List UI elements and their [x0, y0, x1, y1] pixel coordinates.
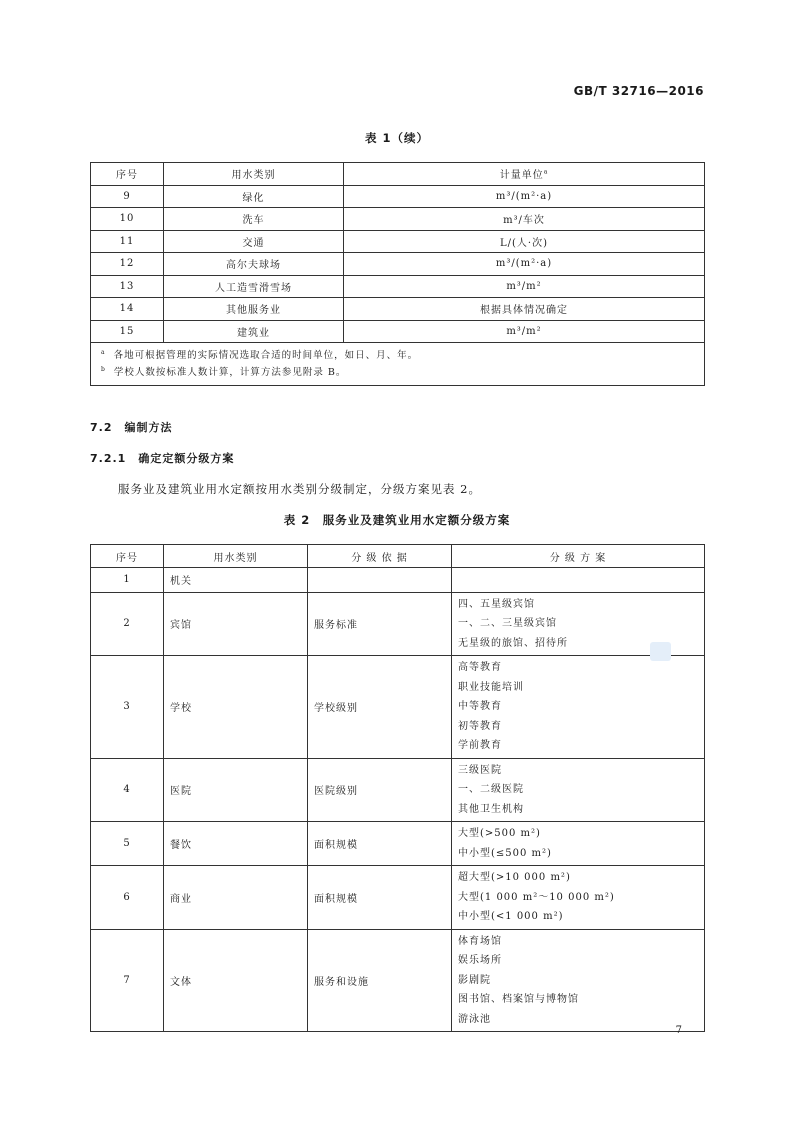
body-paragraph: 服务业及建筑业用水定额按用水类别分级制定，分级方案见表 2。	[118, 482, 481, 496]
table-row	[91, 298, 705, 321]
table-cell-no: 15	[91, 320, 164, 343]
table-cell-cat: 文体	[164, 929, 308, 1032]
table-cell-no: 2	[91, 592, 164, 656]
table-cell-basis: 医院级别	[308, 758, 452, 822]
table-cell-basis	[308, 568, 452, 593]
table-cell-plans	[452, 866, 705, 930]
table-note: $^b$ 学校人数按标准人数计算，计算方法参见附录 B。	[101, 365, 347, 378]
table-cell-no: 13	[91, 275, 164, 298]
plan-item: 一、二、三星级宾馆	[458, 618, 557, 629]
table-cell-plans	[452, 656, 705, 759]
table-cell-basis: 学校级别	[308, 656, 452, 759]
table-row	[91, 866, 705, 930]
table-cell-plans	[452, 568, 705, 593]
plan-item	[458, 570, 698, 590]
table-cell-unit: m³/(m²·a)	[344, 185, 705, 208]
table-cell-unit: L/(人·次)	[344, 230, 705, 253]
table-cell-cat: 绿化	[164, 185, 344, 208]
table-cell-no: 7	[91, 929, 164, 1032]
plan-item: 学前教育	[458, 740, 502, 751]
header-cell: 用水类别	[164, 545, 308, 568]
table-cell-cat: 学校	[164, 656, 308, 759]
plan-item: 职业技能培训	[458, 681, 524, 693]
plan-item: 中小型(≤500 m²)	[458, 847, 552, 859]
table1-header-row	[91, 163, 705, 186]
table-cell-no: 4	[91, 758, 164, 822]
table-cell-cat: 建筑业	[164, 320, 344, 343]
plan-item: 影剧院	[458, 974, 491, 986]
table-cell-basis: 面积规模	[308, 822, 452, 866]
plan-item: 娱乐场所	[458, 955, 502, 966]
table-cell-basis: 服务和设施	[308, 929, 452, 1032]
table-cell-no: 14	[91, 298, 164, 321]
section-heading-7-2: 7.2 编制方法	[90, 421, 173, 434]
table-cell-unit: 根据具体情况确定	[344, 298, 705, 321]
table-cell-plans	[452, 822, 705, 866]
plan-item: 中小型(<1 000 m²)	[458, 911, 564, 922]
header-cell: 分 级 依 据	[308, 545, 452, 568]
header-cell: 计量单位$^a$	[344, 163, 705, 186]
plan-item: 中等教育	[458, 701, 502, 712]
table-row	[91, 208, 705, 231]
table-cell-unit: m³/m²	[344, 320, 705, 343]
table-row	[91, 275, 705, 298]
header-cell: 序号	[91, 163, 164, 186]
plan-item: 游泳池	[458, 1013, 491, 1025]
standard-number: GB/T 32716—2016	[573, 84, 704, 98]
table2	[90, 544, 705, 1032]
header-cell: 用水类别	[164, 163, 344, 186]
table-note: $^a$ 各地可根据管理的实际情况选取合适的时间单位，如日、月、年。	[101, 348, 419, 361]
header-cell: 序号	[91, 545, 164, 568]
table-cell-no: 3	[91, 656, 164, 759]
table-cell-unit: m³/(m²·a)	[344, 253, 705, 276]
table-row	[91, 185, 705, 208]
table-cell-basis: 面积规模	[308, 866, 452, 930]
plan-item: 三级医院	[458, 764, 502, 776]
table-row	[91, 656, 705, 759]
plan-item: 四、五星级宾馆	[458, 598, 535, 610]
plan-item: 高等教育	[458, 662, 502, 673]
table-cell-cat: 洗车	[164, 208, 344, 231]
table1-notes	[91, 343, 705, 386]
table1-caption: 表 1（续）	[364, 131, 429, 145]
table-cell-no: 11	[91, 230, 164, 253]
table-cell-no: 6	[91, 866, 164, 930]
table-row	[91, 758, 705, 822]
plan-item: 大型(>500 m²)	[458, 828, 541, 839]
table-cell-plans	[452, 758, 705, 822]
table-cell-cat: 人工造雪滑雪场	[164, 275, 344, 298]
table-row	[91, 320, 705, 343]
table-cell-cat: 餐饮	[164, 822, 308, 866]
table-cell-no: 9	[91, 185, 164, 208]
plan-item: 初等教育	[458, 720, 502, 732]
table-row	[91, 253, 705, 276]
table-cell-cat: 商业	[164, 866, 308, 930]
table-cell-unit: m³/m²	[344, 275, 705, 298]
plan-item: 其他卫生机构	[458, 803, 524, 815]
table-row	[91, 929, 705, 1032]
plan-item: 图书馆、档案馆与博物馆	[458, 994, 579, 1005]
table-cell-cat: 宾馆	[164, 592, 308, 656]
table-cell-no: 12	[91, 253, 164, 276]
table-cell-cat: 机关	[164, 568, 308, 593]
table-cell-unit: m³/车次	[344, 208, 705, 231]
table-row	[91, 568, 705, 593]
watermark-logo	[650, 642, 671, 661]
plan-item: 无星级的旅馆、招待所	[458, 637, 568, 649]
table1-notes-row	[91, 343, 705, 386]
table-cell-cat: 其他服务业	[164, 298, 344, 321]
plan-item: 一、二级医院	[458, 784, 524, 795]
table-cell-cat: 交通	[164, 230, 344, 253]
table-row	[91, 592, 705, 656]
table-cell-no: 10	[91, 208, 164, 231]
table2-header-row	[91, 545, 705, 568]
plan-item: 体育场馆	[458, 935, 502, 947]
table-cell-basis: 服务标准	[308, 592, 452, 656]
table-row	[91, 230, 705, 253]
table-cell-no: 1	[91, 568, 164, 593]
page-number: 7	[675, 1025, 682, 1036]
plan-item: 超大型(>10 000 m²)	[458, 872, 571, 883]
header-cell: 分 级 方 案	[452, 545, 705, 568]
table-cell-cat: 医院	[164, 758, 308, 822]
section-heading-7-2-1: 7.2.1 确定定额分级方案	[90, 452, 235, 465]
table-row	[91, 822, 705, 866]
plan-item: 大型(1 000 m²～10 000 m²)	[458, 891, 615, 903]
table2-caption: 表 2 服务业及建筑业用水定额分级方案	[283, 513, 511, 527]
table-cell-no: 5	[91, 822, 164, 866]
table-cell-cat: 高尔夫球场	[164, 253, 344, 276]
footnote-mark: a	[543, 168, 549, 176]
table1	[90, 162, 705, 386]
table-cell-plans	[452, 929, 705, 1032]
